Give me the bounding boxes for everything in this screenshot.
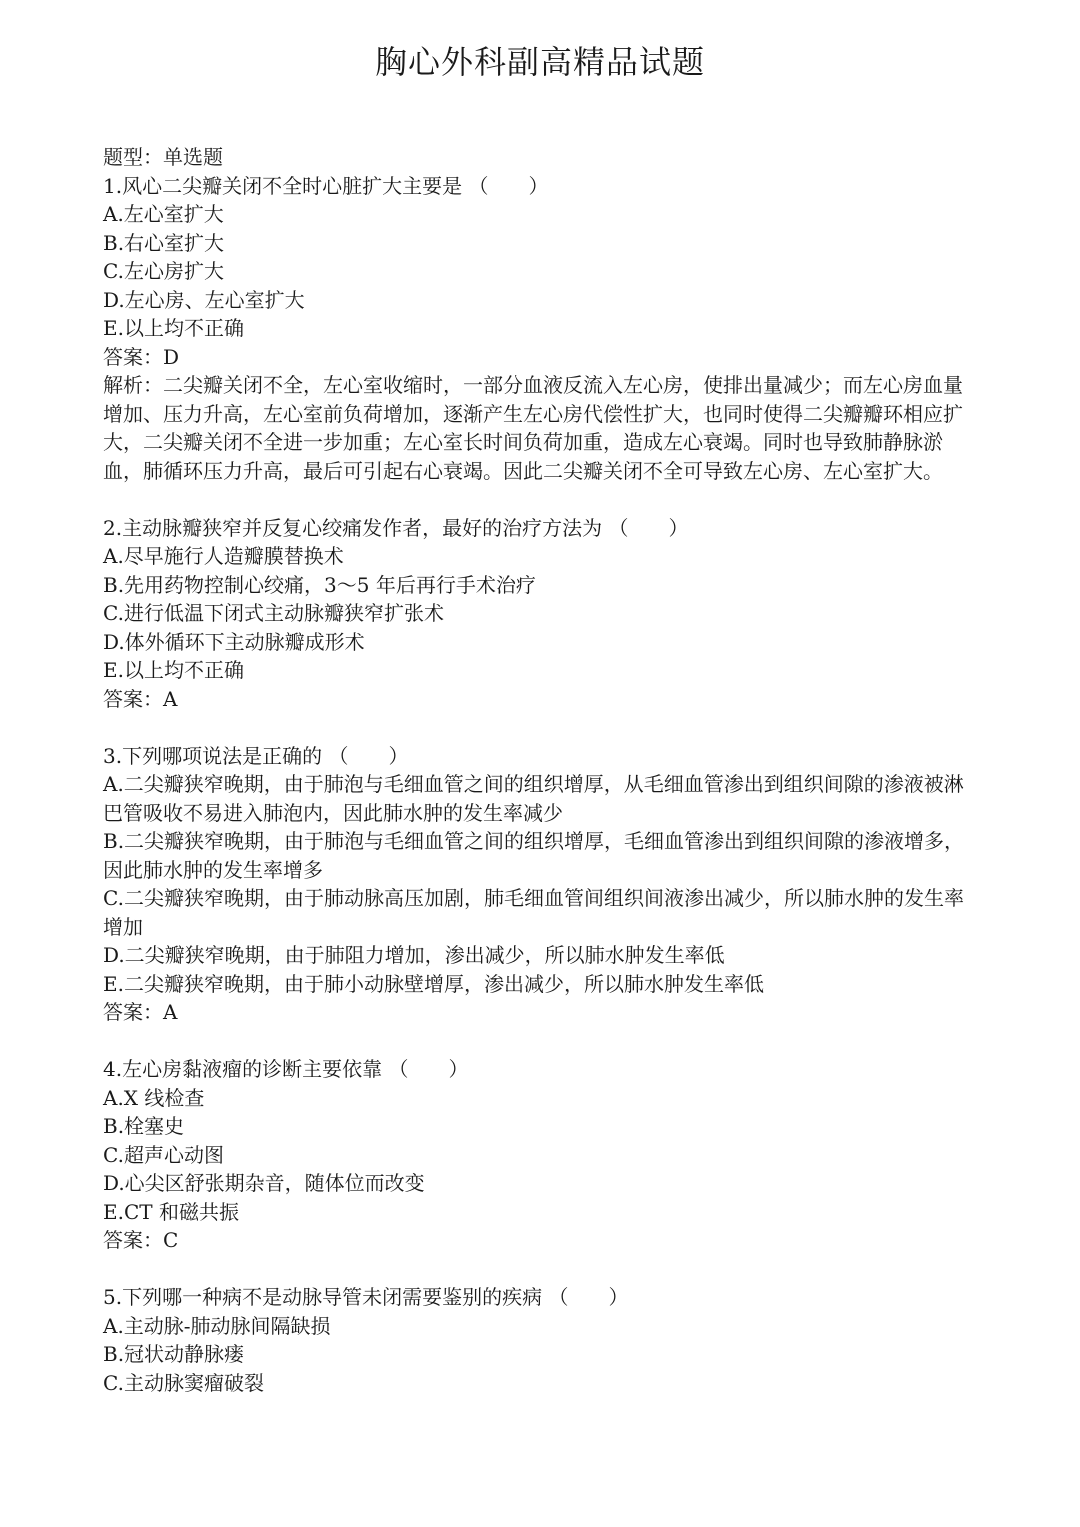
option-e: E.以上均不正确	[103, 658, 244, 682]
option-d: D.左心房、左心室扩大	[103, 287, 305, 312]
spacer	[103, 1255, 978, 1284]
question-stem: 5.下列哪一种病不是动脉导管未闭需要鉴别的疾病 （ ）	[103, 1285, 629, 1309]
option-a: A.尽早施行人造瓣膜替换术	[103, 544, 344, 568]
option-a: A.X 线检查	[103, 1085, 205, 1110]
option-e: E.以上均不正确	[103, 316, 244, 340]
document-body	[103, 143, 978, 1397]
answer: 答案：A	[103, 686, 178, 711]
option-c: C.二尖瓣狭窄晚期，由于肺动脉高压加剧，肺毛细血管间组织间液渗出减少，所以肺水肿的发生率增加	[103, 886, 964, 939]
question-5	[103, 1283, 978, 1397]
option-d: D.心尖区舒张期杂音，随体位而改变	[103, 1171, 425, 1195]
question-3	[103, 742, 978, 1027]
question-stem: 2.主动脉瓣狭窄并反复心绞痛发作者，最好的治疗方法为 （ ）	[103, 515, 689, 540]
option-c: C.左心房扩大	[103, 259, 224, 283]
answer: 答案：D	[103, 344, 180, 369]
answer: 答案：C	[103, 1228, 179, 1252]
question-4	[103, 1055, 978, 1255]
option-a: A.左心室扩大	[103, 202, 224, 226]
document-title: 胸心外科副高精品试题	[374, 43, 705, 81]
question-1	[103, 172, 978, 486]
question-stem: 1.风心二尖瓣关闭不全时心脏扩大主要是 （ ）	[103, 173, 549, 198]
spacer	[103, 485, 978, 514]
option-d: D.体外循环下主动脉瓣成形术	[103, 629, 365, 654]
question-stem: 3.下列哪项说法是正确的 （ ）	[103, 743, 409, 768]
option-b: B.二尖瓣狭窄晚期，由于肺泡与毛细血管之间的组织增厚，毛细血管渗出到组织间隙的渗液增多，因此肺水肿的发生率增多	[103, 829, 965, 882]
option-a: A.二尖瓣狭窄晚期，由于肺泡与毛细血管之间的组织增厚，从毛细血管渗出到组织间隙的渗液被淋巴管吸收不易进入肺泡内，因此肺水肿的发生率减少	[103, 772, 964, 825]
option-b: B.右心室扩大	[103, 230, 225, 255]
spacer	[103, 1027, 978, 1056]
option-e: E.CT 和磁共振	[103, 1199, 239, 1224]
option-b: B.先用药物控制心绞痛，3～5 年后再行手术治疗	[103, 572, 536, 597]
option-e: E.二尖瓣狭窄晚期，由于肺小动脉壁增厚，渗出减少，所以肺水肿发生率低	[103, 971, 764, 996]
analysis: 解析：二尖瓣关闭不全，左心室收缩时，一部分血液反流入左心房，使排出量减少；而左心房血量增加、压力升高，左心室前负荷增加，逐渐产生左心房代偿性扩大，也同时使得二尖瓣瓣环相应扩大，二尖瓣关闭不全进一步加重；左心室长时间负荷加重，造成左心衰竭。同时也导致肺静脉淤血，肺循环压力升高，最后可引起右心衰竭。因此二尖瓣关闭不全可导致左心房、左心室扩大。	[103, 373, 963, 483]
option-b: B.栓塞史	[103, 1114, 185, 1138]
question-2	[103, 514, 978, 714]
option-a: A.主动脉-肺动脉间隔缺损	[103, 1313, 331, 1338]
option-b: B.冠状动静脉瘘	[103, 1342, 245, 1366]
option-c: C.主动脉窦瘤破裂	[103, 1370, 264, 1395]
answer: 答案：A	[103, 1000, 178, 1024]
option-c: C.超声心动图	[103, 1142, 224, 1167]
option-d: D.二尖瓣狭窄晚期，由于肺阻力增加，渗出减少，所以肺水肿发生率低	[103, 943, 725, 967]
option-c: C.进行低温下闭式主动脉瓣狭窄扩张术	[103, 601, 444, 625]
spacer	[103, 713, 978, 742]
question-stem: 4.左心房黏液瘤的诊断主要依靠 （ ）	[103, 1057, 469, 1081]
question-type-label: 题型：单选题	[103, 145, 223, 169]
